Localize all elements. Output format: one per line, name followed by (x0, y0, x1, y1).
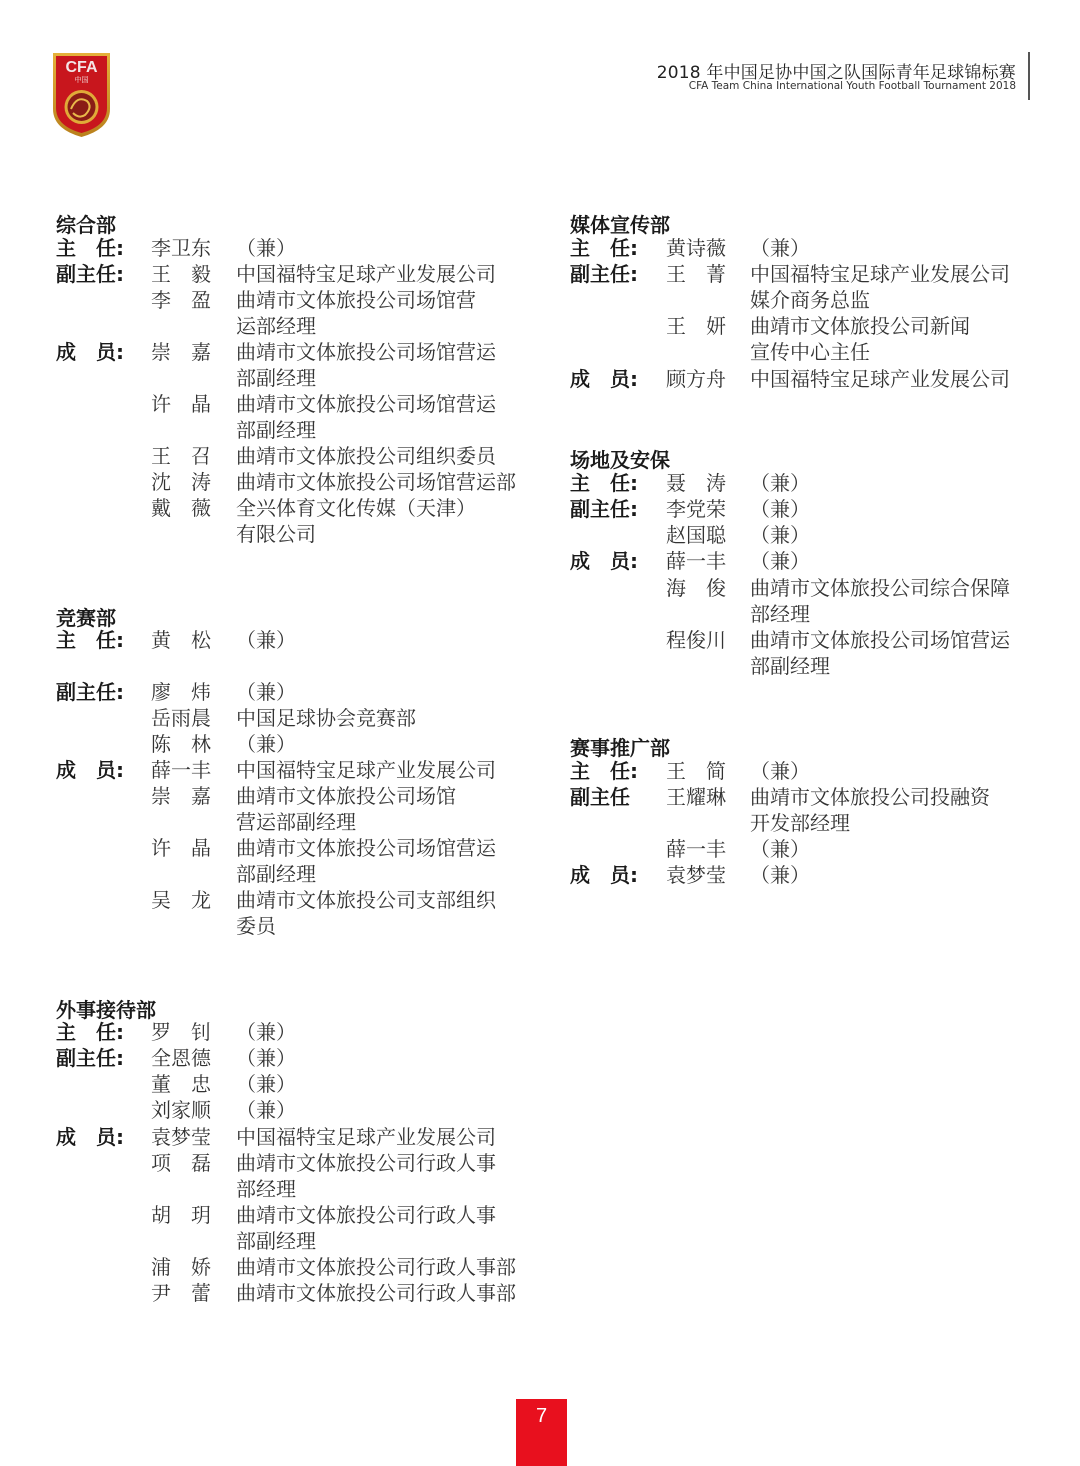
svg-text:中国: 中国 (74, 76, 89, 84)
person-name: 王 毅 (151, 262, 211, 286)
person-name: 薛一丰 (666, 837, 726, 861)
person-desc: 曲靖市文体旅投公司行政人事部 (236, 1255, 516, 1279)
person-desc: 部副经理 (236, 366, 316, 390)
person-name: 海 俊 (666, 576, 726, 600)
role-label: 成 员: (56, 758, 124, 782)
role-label: 成 员: (570, 367, 638, 391)
person-desc: 运部经理 (236, 314, 316, 338)
person-desc: 媒介商务总监 (750, 288, 870, 312)
role-label: 成 员: (56, 1125, 124, 1149)
person-desc: （兼） (236, 236, 296, 260)
person-name: 吴 龙 (151, 888, 211, 912)
person-name: 黄 松 (151, 628, 211, 652)
role-label: 主 任: (56, 1020, 124, 1044)
person-desc: 曲靖市文体旅投公司综合保障 (750, 576, 1010, 600)
person-desc: 部副经理 (236, 1229, 316, 1253)
person-desc: 部经理 (750, 602, 810, 626)
role-label: 成 员: (570, 863, 638, 887)
person-desc: 开发部经理 (750, 811, 850, 835)
person-name: 袁梦莹 (666, 863, 726, 887)
section-title-waishi: 外事接待部 (56, 998, 156, 1022)
role-label: 副主任: (56, 680, 124, 704)
person-desc: （兼） (750, 523, 810, 547)
person-name: 胡 玥 (151, 1203, 211, 1227)
section-title-tuiguang: 赛事推广部 (570, 736, 670, 760)
person-desc: 曲靖市文体旅投公司场馆营运 (750, 628, 1010, 652)
person-desc: （兼） (750, 549, 810, 573)
header-divider (1028, 52, 1030, 100)
person-desc: 全兴体育文化传媒（天津） (236, 496, 476, 520)
person-desc: 曲靖市文体旅投公司行政人事部 (236, 1281, 516, 1305)
person-name: 李卫东 (151, 236, 211, 260)
person-name: 廖 炜 (151, 680, 211, 704)
person-name: 尹 蕾 (151, 1281, 211, 1305)
person-desc: （兼） (236, 1098, 296, 1122)
person-desc: （兼） (236, 680, 296, 704)
person-name: 董 忠 (151, 1072, 211, 1096)
person-name: 项 磊 (151, 1151, 211, 1175)
person-name: 浦 娇 (151, 1255, 211, 1279)
document-title: 2018 年中国足协中国之队国际青年足球锦标赛 (656, 63, 1016, 83)
person-name: 沈 涛 (151, 470, 211, 494)
person-desc: （兼） (750, 837, 810, 861)
person-desc: 中国福特宝足球产业发展公司 (750, 262, 1010, 286)
role-label: 主 任: (56, 628, 124, 652)
person-desc: 曲靖市文体旅投公司投融资 (750, 785, 990, 809)
person-desc: 曲靖市文体旅投公司场馆 (236, 784, 456, 808)
role-label: 主 任: (56, 236, 124, 260)
person-desc: 中国福特宝足球产业发展公司 (236, 758, 496, 782)
person-desc: 中国福特宝足球产业发展公司 (750, 367, 1010, 391)
page-number: 7 (535, 1405, 548, 1427)
section-title-zonghe: 综合部 (56, 213, 116, 237)
person-name: 许 晶 (151, 392, 211, 416)
role-label: 主 任: (570, 471, 638, 495)
role-label: 副主任: (56, 1046, 124, 1070)
person-desc: （兼） (750, 759, 810, 783)
role-label: 成 员: (56, 340, 124, 364)
person-name: 王耀琳 (666, 785, 726, 809)
role-label: 副主任: (570, 262, 638, 286)
person-desc: （兼） (236, 1020, 296, 1044)
person-desc: （兼） (236, 1072, 296, 1096)
person-desc: 曲靖市文体旅投公司新闻 (750, 314, 970, 338)
person-desc: 曲靖市文体旅投公司场馆营运 (236, 340, 496, 364)
role-label: 主 任: (570, 759, 638, 783)
person-name: 聂 涛 (666, 471, 726, 495)
person-desc: 曲靖市文体旅投公司支部组织 (236, 888, 496, 912)
person-desc: 曲靖市文体旅投公司场馆营 (236, 288, 476, 312)
role-label: 成 员: (570, 549, 638, 573)
person-desc: （兼） (750, 471, 810, 495)
person-desc: 曲靖市文体旅投公司行政人事 (236, 1151, 496, 1175)
person-desc: 部副经理 (750, 654, 830, 678)
person-desc: 委员 (236, 914, 276, 938)
page-number-badge (516, 1399, 567, 1466)
person-name: 李党荣 (666, 497, 726, 521)
person-name: 许 晶 (151, 836, 211, 860)
role-label: 副主任 (570, 785, 630, 809)
person-desc: 有限公司 (236, 522, 316, 546)
person-name: 王 菁 (666, 262, 726, 286)
person-desc: 中国福特宝足球产业发展公司 (236, 1125, 496, 1149)
role-label: 副主任: (56, 262, 124, 286)
person-name: 崇 嘉 (151, 340, 211, 364)
cfa-crest-icon (51, 51, 112, 139)
person-name: 崇 嘉 (151, 784, 211, 808)
person-name: 王 简 (666, 759, 726, 783)
person-name: 全恩德 (151, 1046, 211, 1070)
role-label: 主 任: (570, 236, 638, 260)
person-name: 顾方舟 (666, 367, 726, 391)
person-name: 程俊川 (666, 628, 726, 652)
person-desc: 曲靖市文体旅投公司场馆营运 (236, 836, 496, 860)
person-desc: （兼） (236, 732, 296, 756)
svg-text:CFA: CFA (65, 59, 98, 76)
person-desc: 曲靖市文体旅投公司行政人事 (236, 1203, 496, 1227)
person-name: 岳雨晨 (151, 706, 211, 730)
person-name: 戴 薇 (151, 496, 211, 520)
person-name: 刘家顺 (151, 1098, 211, 1122)
person-desc: （兼） (236, 1046, 296, 1070)
person-desc: 部副经理 (236, 862, 316, 886)
person-desc: （兼） (750, 236, 810, 260)
person-desc: 中国福特宝足球产业发展公司 (236, 262, 496, 286)
person-desc: 营运部副经理 (236, 810, 356, 834)
person-name: 陈 林 (151, 732, 211, 756)
section-title-meiti: 媒体宣传部 (570, 213, 670, 237)
role-label: 副主任: (570, 497, 638, 521)
person-desc: 宣传中心主任 (750, 340, 870, 364)
person-name: 薛一丰 (151, 758, 211, 782)
person-desc: 曲靖市文体旅投公司组织委员 (236, 444, 496, 468)
section-title-jingsai: 竞赛部 (56, 606, 116, 630)
person-name: 袁梦莹 (151, 1125, 211, 1149)
person-name: 王 召 (151, 444, 211, 468)
person-desc: 部经理 (236, 1177, 296, 1201)
person-desc: 曲靖市文体旅投公司场馆营运部 (236, 470, 516, 494)
person-desc: 曲靖市文体旅投公司场馆营运 (236, 392, 496, 416)
person-desc: 中国足球协会竞赛部 (236, 706, 416, 730)
person-desc: （兼） (236, 628, 296, 652)
section-title-changdi: 场地及安保 (570, 448, 670, 472)
person-name: 赵国聪 (666, 523, 726, 547)
document-subtitle-en: CFA Team China International Youth Football Tournament 2018 (688, 80, 1016, 92)
person-desc: （兼） (750, 497, 810, 521)
person-name: 李 盈 (151, 288, 211, 312)
person-name: 黄诗薇 (666, 236, 726, 260)
person-name: 王 妍 (666, 314, 726, 338)
person-desc: （兼） (750, 863, 810, 887)
person-name: 薛一丰 (666, 549, 726, 573)
person-desc: 部副经理 (236, 418, 316, 442)
person-name: 罗 钊 (151, 1020, 211, 1044)
